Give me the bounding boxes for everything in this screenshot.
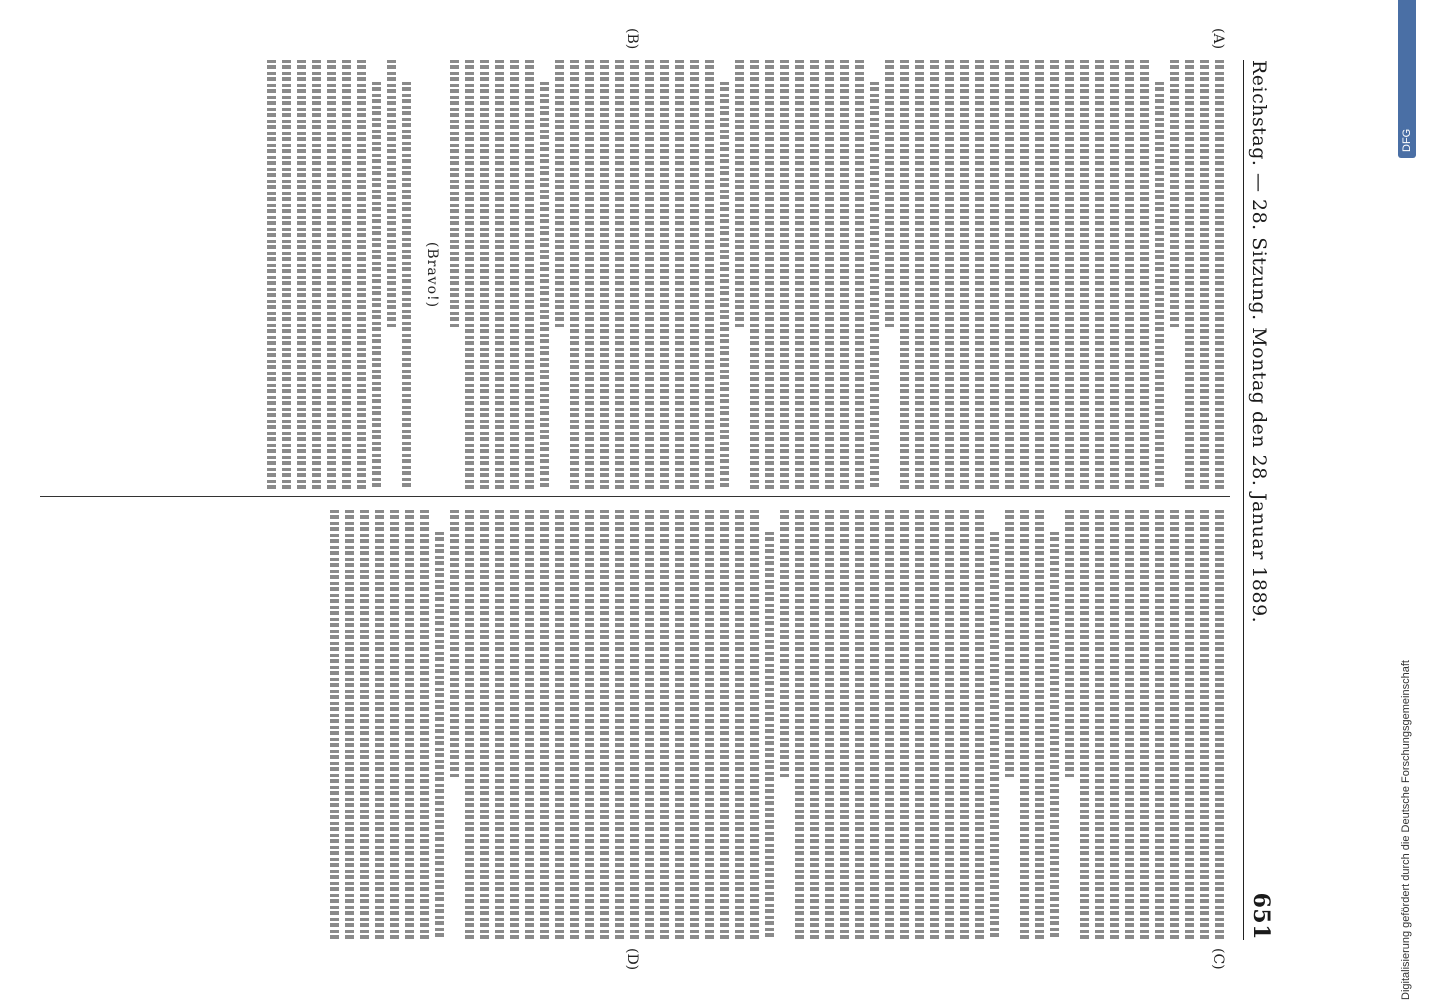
margin-letter-c: (C) (1210, 948, 1226, 970)
digitization-notice (1400, 160, 1424, 1000)
page-number: 651 (1248, 892, 1274, 940)
text-column-right (40, 510, 1230, 940)
running-title: Reichstag. — 28. Sitzung. Montag den 28. Januar 1889. (1248, 60, 1270, 624)
margin-letter-b: (B) (624, 28, 640, 50)
bravo-remark: (Bravo!) (424, 241, 440, 309)
dfg-badge-text: DFG (1398, 0, 1416, 158)
margin-letter-d: (D) (624, 948, 640, 971)
running-header (1243, 60, 1282, 940)
text-column-left (40, 60, 1230, 490)
dfg-logo (1398, 8, 1424, 158)
margin-letter-a: (A) (1210, 28, 1226, 50)
digitization-notice-text: Digitalisierung gefördert durch die Deutsche Forschungsgemeinschaft (1400, 660, 1412, 1000)
column-divider (40, 496, 1230, 497)
